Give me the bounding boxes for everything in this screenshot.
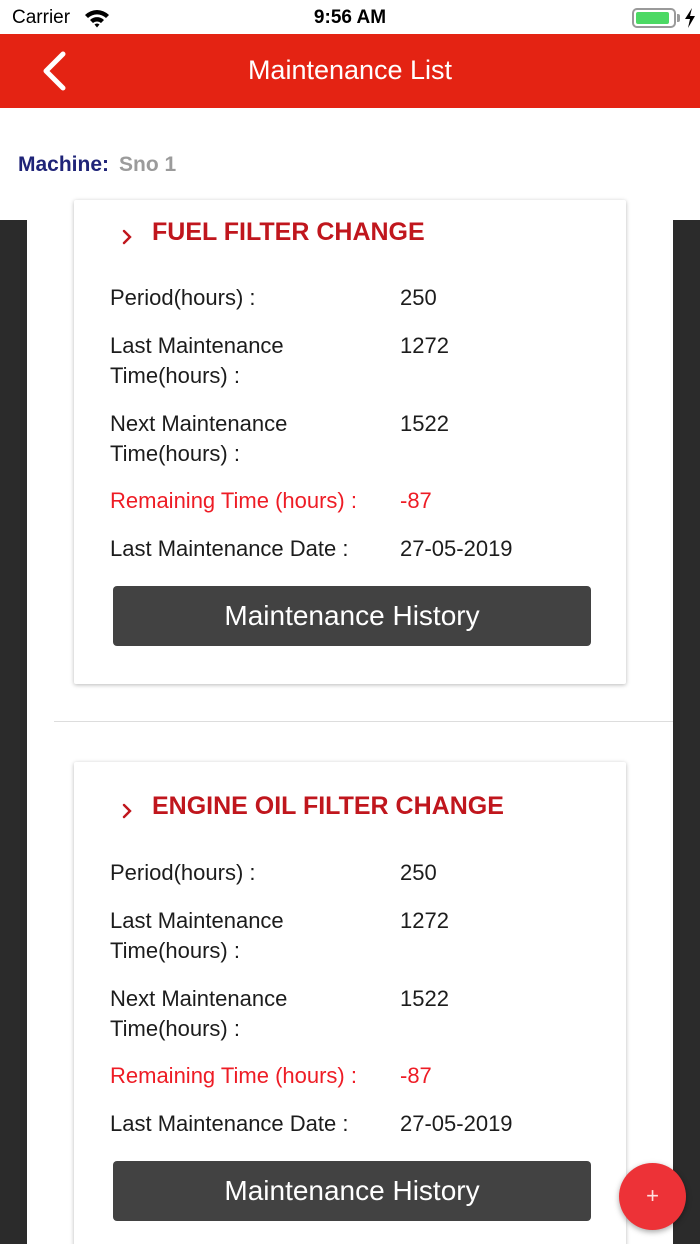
remaining-time-value: -87 (400, 488, 432, 513)
list-separator (54, 721, 673, 722)
next-maintenance-time-label-cont: Time(hours) : (110, 441, 240, 466)
card-title: FUEL FILTER CHANGE (152, 218, 425, 246)
machine-label: Machine: (18, 153, 110, 176)
next-maintenance-time-label: Next Maintenance (110, 411, 288, 436)
next-maintenance-time-label-cont: Time(hours) : (110, 1016, 240, 1041)
last-maintenance-time-value: 1272 (400, 333, 449, 358)
battery-level-fill (636, 12, 669, 24)
carrier-label: Carrier (12, 7, 71, 28)
navigation-bar (0, 34, 700, 108)
chevron-right-icon (120, 802, 134, 820)
page-title: Maintenance List (247, 55, 453, 85)
last-maintenance-time-label: Last Maintenance (110, 333, 284, 358)
period-value: 250 (400, 285, 437, 310)
maintenance-history-button[interactable]: Maintenance History (113, 1161, 591, 1221)
remaining-time-label: Remaining Time (hours) : (110, 1063, 357, 1088)
last-maintenance-date-value: 27-05-2019 (400, 1111, 513, 1136)
maintenance-history-button[interactable]: Maintenance History (113, 586, 591, 646)
last-maintenance-time-label: Last Maintenance (110, 908, 284, 933)
period-label: Period(hours) : (110, 285, 256, 310)
maintenance-list[interactable] (0, 220, 700, 1244)
last-maintenance-date-value: 27-05-2019 (400, 536, 513, 561)
plus-icon: + (646, 1183, 659, 1208)
chevron-right-icon (120, 228, 134, 246)
remaining-time-label: Remaining Time (hours) : (110, 488, 357, 513)
add-maintenance-fab[interactable] (619, 1163, 686, 1230)
machine-value: Sno 1 (119, 153, 177, 176)
period-value: 250 (400, 860, 437, 885)
status-time: 9:56 AM (313, 7, 387, 28)
last-maintenance-time-label-cont: Time(hours) : (110, 363, 240, 388)
last-maintenance-date-label: Last Maintenance Date : (110, 536, 349, 561)
charging-bolt-icon (683, 7, 697, 29)
last-maintenance-time-label-cont: Time(hours) : (110, 938, 240, 963)
maintenance-card (74, 200, 626, 684)
status-bar (0, 0, 700, 34)
next-maintenance-time-value: 1522 (400, 986, 449, 1011)
period-label: Period(hours) : (110, 860, 256, 885)
last-maintenance-date-label: Last Maintenance Date : (110, 1111, 349, 1136)
battery-nub (677, 14, 680, 22)
next-maintenance-time-label: Next Maintenance (110, 986, 288, 1011)
next-maintenance-time-value: 1522 (400, 411, 449, 436)
battery-icon (632, 8, 676, 28)
card-title: ENGINE OIL FILTER CHANGE (152, 792, 504, 820)
remaining-time-value: -87 (400, 1063, 432, 1088)
last-maintenance-time-value: 1272 (400, 908, 449, 933)
list-panel (27, 220, 673, 1244)
maintenance-card (74, 762, 626, 1244)
